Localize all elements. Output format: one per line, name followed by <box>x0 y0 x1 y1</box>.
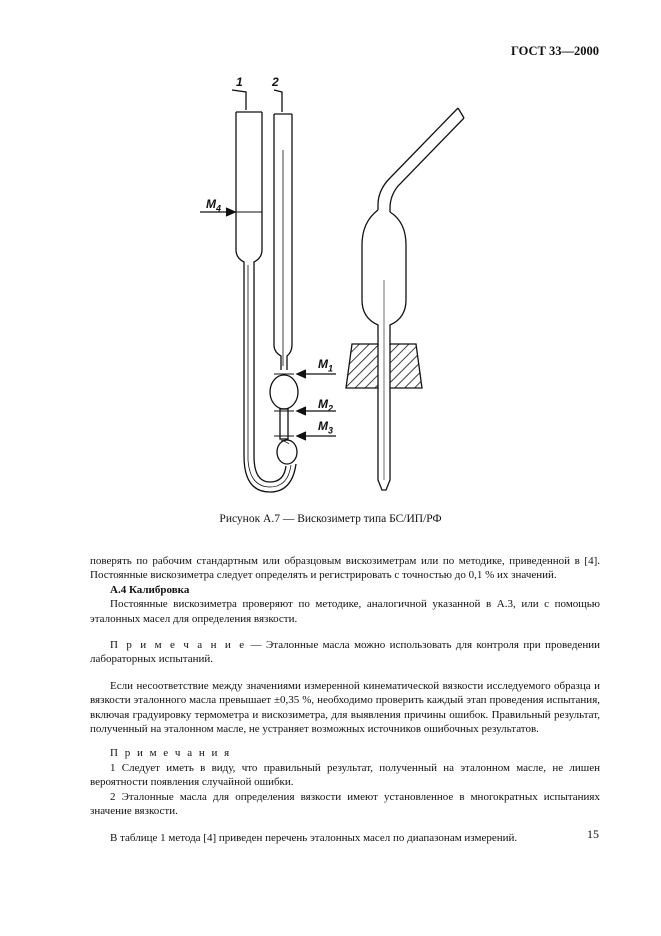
mark-label-m3: $M_3$ <box>318 419 334 436</box>
note <box>90 638 600 667</box>
section-heading: А.4 Калибровка <box>110 583 190 596</box>
mark-label-m2: $M_2$ <box>318 397 334 414</box>
mark-arrows <box>200 208 336 440</box>
u-bend <box>244 456 296 492</box>
note-1: 1 Следует иметь в виду, что правильный результат, полученный на эталонном масле, не лишен вероятности появления случайной ошибки. <box>90 761 600 789</box>
mark-lines <box>236 212 294 436</box>
document-code: ГОСТ 33—2000 <box>510 44 599 58</box>
note-text: — Эталонные масла можно использовать для контроля при проведении лабораторных испытаний. <box>90 639 601 666</box>
paragraph-1: поверять по рабочим стандартным или образцовым вискозиметрам или по методике, приведенной в [4]. Постоянные вискозиметра следует определять и регистрировать с точностью до 0,1 % их значений. <box>90 555 600 582</box>
tube-1 <box>236 112 262 460</box>
body-text <box>90 554 600 845</box>
paragraph-3: Если несоответствие между значениями измеренной кинематической вязкости исследуемого образца и вязкости эталонного масла превышает ±0,35 %, необходимо проверить каждый этап проведения испытания, включая градуировку термометра и вискозиметра, для выявления причины ошибок. Правильный результат, полученный на эталонном масле, не устраняет возможных источников ошибочных результатов. <box>90 679 600 736</box>
mark-label-m4: $M_4$ <box>206 197 222 214</box>
callout-1: 1 <box>236 75 243 89</box>
callout-2: 2 <box>272 75 279 89</box>
paragraph-4: В таблице 1 метода [4] приведен перечень эталонных масел по диапазонам измерений. <box>110 831 518 844</box>
pipette <box>362 108 464 490</box>
mark-label-m1: $M_1$ <box>318 357 334 374</box>
paragraph-2: Постоянные вискозиметра проверяют по методике, аналогичной указанной в А.3, или с помощью эталонных масел для определения вязкости. <box>90 598 600 625</box>
figure-caption: Рисунок А.7 — Вискозиметр типа БС/ИП/РФ <box>219 513 442 525</box>
note-label: П р и м е ч а н и е <box>110 639 247 652</box>
note-2: 2 Эталонные масла для определения вязкости имеют установленное в многократных испытаниях значение вязкости. <box>90 790 600 818</box>
notes-heading: П р и м е ч а н и я <box>110 747 232 760</box>
callout-leaders <box>232 90 282 112</box>
page-number: 15 <box>587 827 599 841</box>
